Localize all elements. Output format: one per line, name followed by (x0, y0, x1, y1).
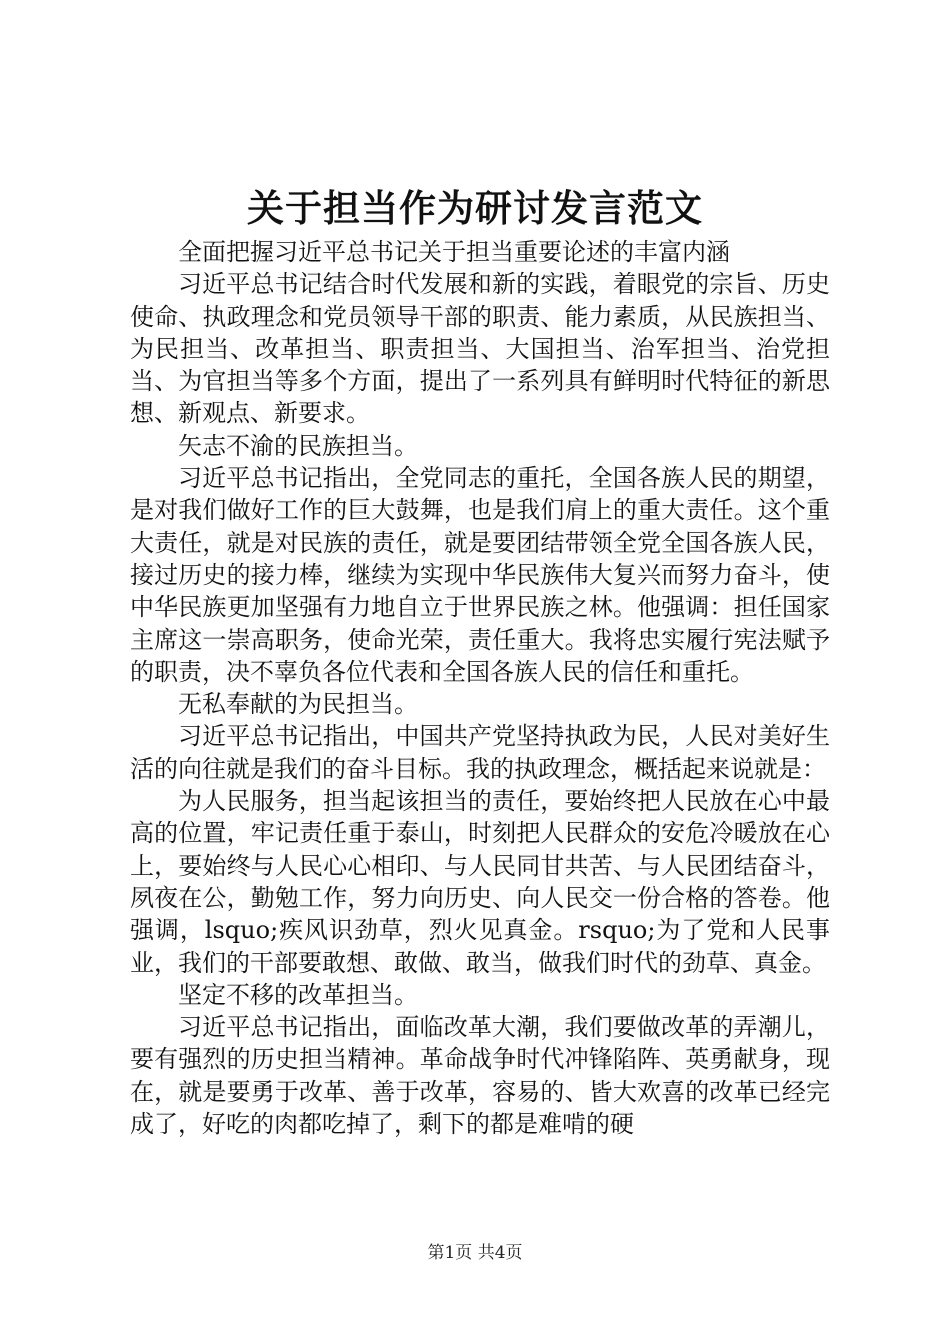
paragraph: 为人民服务，担当起该担当的责任，要始终把人民放在心中最高的位置，牢记责任重于泰山，时刻把人民群众的安危冷暖放在心上，要始终与人民心心相印、与人民同甘共苦、与人民团结奋斗，夙夜在公，勤勉工作，努力向历史、向人民交一份合格的答卷。他强调，lsquo;疾风识劲草，烈火见真金。rsquo;为了党和人民事业，我们的干部要敢想、敢做、敢当，做我们时代的劲草、真金。 (130, 787, 830, 977)
document-body (130, 236, 830, 1140)
section-heading: 矢志不渝的民族担当。 (178, 431, 418, 460)
page-total: 共4页 (477, 1243, 523, 1263)
paragraph: 习近平总书记结合时代发展和新的实践，着眼党的宗旨、历史使命、执政理念和党员领导干部的职责、能力素质，从民族担当、为民担当、改革担当、职责担当、大国担当、治军担当、治党担当、为官担当等多个方面，提出了一系列具有鲜明时代特征的新思想、新观点、新要求。 (130, 270, 830, 428)
page-footer (0, 1242, 950, 1264)
paragraph: 习近平总书记指出，面临改革大潮，我们要做改革的弄潮儿，要有强烈的历史担当精神。革命战争时代冲锋陷阵、英勇献身，现在，就是要勇于改革、善于改革，容易的、皆大欢喜的改革已经完成了，好吃的肉都吃掉了，剩下的都是难啃的硬 (130, 1013, 830, 1139)
section-heading: 无私奉献的为民担当。 (178, 690, 418, 719)
paragraph: 习近平总书记指出，全党同志的重托，全国各族人民的期望，是对我们做好工作的巨大鼓舞，也是我们肩上的重大责任。这个重大责任，就是对民族的责任，就是要团结带领全党全国各族人民，接过历史的接力棒，继续为实现中华民族伟大复兴而努力奋斗，使中华民族更加坚强有力地自立于世界民族之林。他强调：担任国家主席这一崇高职务，使命光荣，责任重大。我将忠实履行宪法赋予的职责，决不辜负各位代表和全国各族人民的信任和重托。 (130, 464, 830, 686)
page-number: 第1页 (427, 1243, 473, 1263)
document-title: 关于担当作为研讨发言范文 (247, 186, 703, 230)
section-heading: 坚定不移的改革担当。 (178, 980, 418, 1009)
paragraph: 全面把握习近平总书记关于担当重要论述的丰富内涵 (178, 238, 730, 266)
paragraph: 习近平总书记指出，中国共产党坚持执政为民，人民对美好生活的向往就是我们的奋斗目标。我的执政理念，概括起来说就是： (130, 722, 830, 783)
